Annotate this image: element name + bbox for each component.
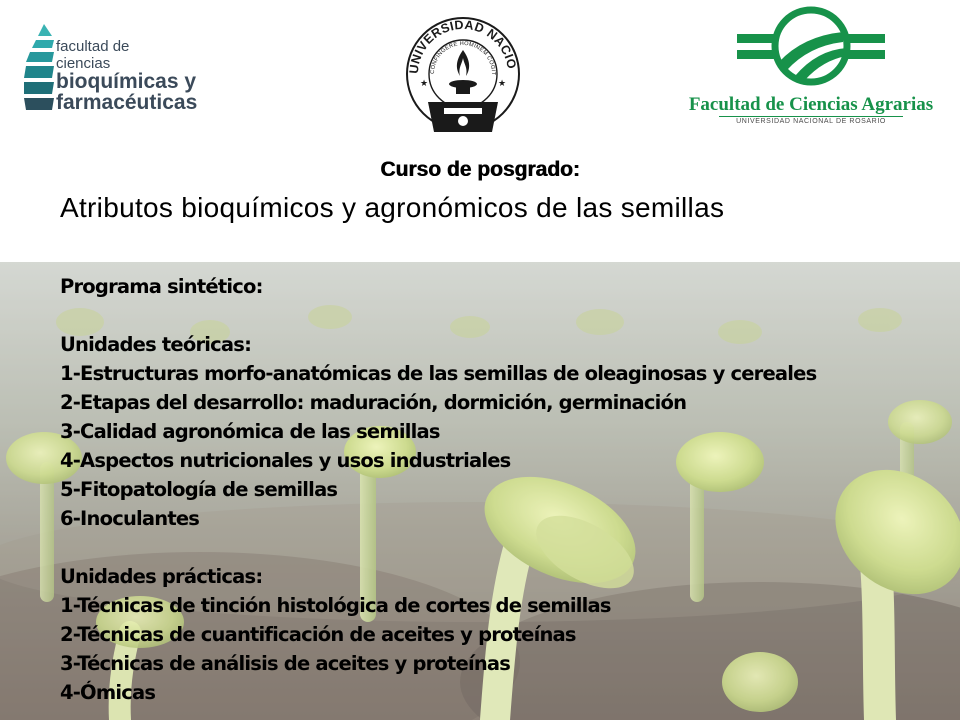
fca-divider xyxy=(719,116,903,117)
theory-item: 1-Estructuras morfo-anatómicas de las semillas de oleaginosas y cereales xyxy=(60,362,817,385)
logo-text-line-3: bioquímicas y xyxy=(56,70,197,93)
logo-text-line-1: facultad de xyxy=(56,38,130,55)
practice-item: 2-Técnicas de cuantificación de aceites y proteínas xyxy=(60,623,576,646)
spacer xyxy=(60,533,950,562)
fca-university-text: UNIVERSIDAD NACIONAL DE ROSARIO xyxy=(736,118,886,125)
field-arc-icon xyxy=(683,6,939,92)
theory-item: 3-Calidad agronómica de las semillas xyxy=(60,420,440,443)
theory-item: 4-Aspectos nutricionales y usos industriales xyxy=(60,449,511,472)
university-seal-icon xyxy=(398,10,528,136)
program-heading: Programa sintético: xyxy=(60,275,263,298)
course-title: Atributos bioquímicos y agronómicos de las semillas xyxy=(60,192,725,223)
svg-text:★: ★ xyxy=(420,78,429,88)
practice-item: 3-Técnicas de análisis de aceites y proteínas xyxy=(60,652,511,675)
svg-text:★: ★ xyxy=(498,78,507,88)
fca-name-text: Facultad de Ciencias Agrarias xyxy=(688,94,934,115)
practice-item: 1-Técnicas de tinción histológica de cortes de semillas xyxy=(60,594,611,617)
theory-item: 6-Inoculantes xyxy=(60,507,200,530)
spacer xyxy=(60,301,950,330)
course-label: Curso de posgrado: xyxy=(380,158,580,181)
logo-fcbyf xyxy=(22,22,202,122)
logo-text-line-2: ciencias xyxy=(56,55,111,72)
header-panel xyxy=(0,0,960,262)
program-section xyxy=(60,272,950,707)
seal-ring-text: UNIVERSIDAD NACIO xyxy=(406,17,519,75)
seal-inner-text: CONFINGERE HOMINEM COGIT xyxy=(429,40,497,76)
logo-text-line-4: farmacéuticas xyxy=(56,91,198,114)
theory-item: 5-Fitopatología de semillas xyxy=(60,478,338,501)
practice-heading: Unidades prácticas: xyxy=(60,565,263,588)
theory-heading: Unidades teóricas: xyxy=(60,333,252,356)
practice-item: 4-Ómicas xyxy=(60,681,156,704)
logo-unr-seal xyxy=(398,10,528,136)
logo-fca xyxy=(683,6,939,132)
theory-item: 2-Etapas del desarrollo: maduración, dormición, germinación xyxy=(60,391,687,414)
